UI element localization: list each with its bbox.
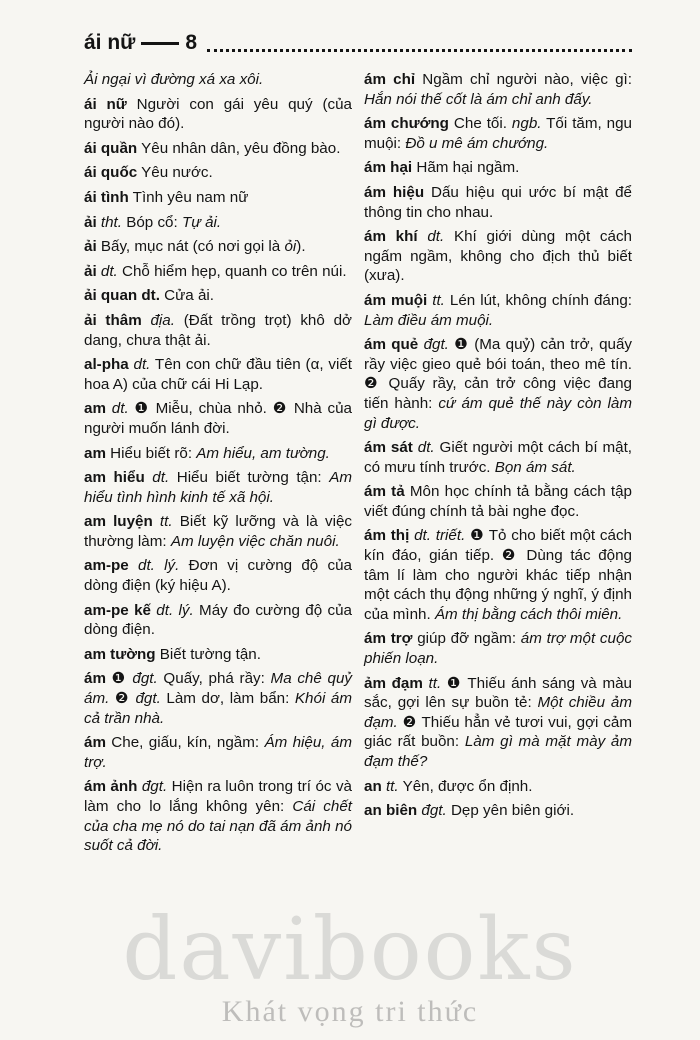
entry-definition-text: Chỗ hiểm hẹp, quanh co trên núi. (117, 262, 347, 280)
entry-example-text: ám trợ một cuộc phiến loạn. (364, 630, 632, 668)
entry-headword: ải quan dt. (84, 287, 160, 305)
entry-example-text: dt. (417, 228, 445, 246)
dictionary-entry (84, 311, 352, 350)
entry-headword: am (84, 400, 106, 418)
dictionary-entry (364, 482, 632, 521)
entry-example-text: tt. (152, 513, 173, 531)
entry-headword: ải (84, 213, 97, 231)
entry-definition-text: Làm dơ, làm bẩn: (160, 690, 295, 708)
entry-headword: ám (84, 734, 106, 752)
dictionary-entry (84, 601, 352, 640)
dictionary-entry (364, 70, 632, 109)
entry-definition-text: Đơn vị cường độ của dòng điện (ký hiệu A). (84, 557, 352, 595)
entry-definition-text: Hãm hại ngầm. (412, 159, 520, 177)
entry-definition-text: ❶ Miễu, chùa nhỏ. ❷ Nhà của người muốn lánh đời. (84, 400, 353, 437)
entry-example-text: đgt. (417, 802, 447, 820)
dictionary-entry (364, 629, 632, 668)
entry-definition-text: Lén lút, không chính đáng: (444, 291, 632, 309)
entry-example-text: Ải ngại vì đường xá xa xôi. (84, 71, 264, 88)
entry-headword: am (84, 444, 106, 462)
entry-example-text: Khói ám cả trần nhà. (84, 690, 352, 727)
entry-headword: ảm đạm (364, 674, 423, 692)
entry-example-text: dt. lý. (150, 601, 194, 619)
entry-example-text: Ám thị bằng cách thôi miên. (434, 605, 623, 623)
dictionary-entry (364, 438, 632, 477)
left-column (84, 70, 352, 861)
entry-example-text: dt. (105, 400, 129, 418)
entry-headword: ải thâm (84, 311, 142, 329)
dictionary-entry (84, 355, 352, 394)
entry-headword: an biên (364, 802, 418, 820)
entry-headword: ám thị (364, 527, 410, 545)
entry-headword: ám ảnh (84, 778, 138, 796)
dictionary-entry (84, 399, 352, 438)
entry-example-text: Ma chê quỷ ám. (84, 670, 352, 708)
entry-definition-text: ❷ Thiếu hẳn vẻ tươi vui, gợi cảm giác rất buồn: (364, 713, 632, 751)
entry-definition-text: Yêu nước. (137, 164, 213, 182)
entry-headword: am tường (84, 645, 156, 663)
entry-headword: ái tình (84, 188, 129, 206)
dictionary-entry (84, 95, 352, 134)
entry-headword: ám chỉ (364, 71, 416, 88)
dictionary-entry (84, 286, 352, 306)
entry-example-text: tht. (96, 213, 122, 231)
entry-definition-text: Tình yêu nam nữ (128, 188, 249, 206)
entry-definition-text: ❷ (109, 690, 136, 708)
dictionary-entry (84, 188, 352, 208)
dictionary-entry (364, 183, 632, 222)
entry-headword: am-pe kế (84, 601, 151, 619)
header-dash (141, 42, 179, 45)
entry-example-text: tt. (381, 777, 399, 795)
entry-headword: ải (84, 262, 97, 280)
entry-definition-text: Bóp cổ: (122, 213, 182, 231)
entry-example-text: đgt. (135, 690, 161, 708)
entry-definition-text: Khí giới dùng một cách ngấm ngầm, không cho địch thủ biết (xưa). (364, 228, 633, 285)
dictionary-entry (364, 777, 632, 797)
entry-definition-text: Ngầm chỉ người nào, việc gì: (415, 71, 632, 88)
entry-definition-text: ❶ (105, 670, 133, 688)
dictionary-entry (84, 444, 352, 464)
entry-headword: ám chướng (364, 115, 449, 133)
entry-headword: ám hại (364, 159, 413, 177)
entry-definition-text: Dấu hiệu qui ước bí mật để thông tin cho nhau. (364, 183, 632, 221)
dictionary-entry (84, 70, 352, 90)
entry-definition-text: ❶ (Ma quỷ) cản trở, quấy rầy việc gieo quẻ bói toán, theo mê tín. ❷ Quấy rầy, cản trở công việc đang tiến hành: (364, 336, 632, 412)
dictionary-entry (84, 468, 352, 507)
entry-headword: ám quẻ (364, 336, 419, 354)
entry-example-text: tt. (422, 674, 442, 692)
entry-definition-text: ❶ Thiếu ánh sáng và màu sắc, gợi lên sự buồn tẻ: (364, 674, 632, 712)
entry-example-text: dt. (128, 356, 151, 374)
entry-headword: ái nữ (84, 95, 127, 113)
entry-headword: ải (84, 238, 97, 256)
entry-definition-text: Dẹp yên biên giới. (446, 802, 575, 820)
entry-headword: al-pha (84, 356, 129, 374)
page-header (84, 28, 632, 58)
dictionary-entry (84, 645, 352, 665)
entry-example-text: Tự ải. (181, 213, 222, 231)
entry-definition-text: Biết tường tận. (155, 645, 261, 663)
entry-headword: am hiểu (84, 469, 145, 487)
entry-example-text: ngb. (511, 115, 542, 133)
entry-headword: ám khí (364, 228, 418, 246)
entry-example-text: đgt. (132, 670, 158, 688)
entry-example-text: Một chiều ảm đạm. (364, 694, 632, 731)
entry-example-text: dt. (144, 469, 170, 487)
entry-example-text: tt. (427, 291, 445, 309)
entry-definition-text: Bấy, mục nát (có nơi gọi là (96, 238, 285, 256)
entry-definition-text: Cửa ải. (159, 287, 214, 305)
entry-example-text: Ám hiệu, ám trợ. (84, 734, 352, 771)
entry-headword: ám tả (364, 483, 405, 501)
dictionary-entry (364, 227, 632, 286)
entry-example-text: Am hiểu tình hình kinh tế xã hội. (84, 469, 352, 506)
watermark-slogan: Khát vọng tri thức (221, 995, 479, 1028)
dictionary-entry (84, 237, 352, 257)
right-column (364, 70, 632, 826)
running-headword: ái nữ (84, 31, 136, 54)
dictionary-entry (84, 139, 352, 159)
entry-definition-text: Hiểu biết tường tận: (169, 469, 330, 487)
dictionary-entry (84, 556, 352, 595)
dictionary-entry (84, 163, 352, 183)
entry-example-text: Am hiểu, am tường. (196, 444, 330, 462)
entry-example-text: dt. lý. (128, 557, 180, 575)
entry-example-text: Am luyện việc chăn nuôi. (170, 532, 340, 550)
entry-definition-text: Tên con chữ đầu tiên (α, viết hoa A) của chữ cái Hi Lạp. (84, 356, 352, 393)
entry-example-text: dt. triết. (409, 527, 466, 545)
entry-example-text: đgt. (418, 336, 449, 354)
page-number: 8 (185, 31, 198, 54)
entry-definition-text: giúp đỡ ngầm: (412, 630, 521, 648)
entry-headword: ái quốc (84, 164, 138, 182)
dictionary-entry (364, 526, 632, 624)
entry-definition-text: Quấy, phá rầy: (157, 670, 271, 688)
entry-definition-text: ). (296, 238, 306, 256)
entry-example-text: Bọn ám sát. (494, 458, 576, 476)
entry-headword: ám hiệu (364, 183, 425, 201)
dictionary-entry (364, 674, 632, 772)
entry-definition-text: Che, giấu, kín, ngầm: (105, 734, 265, 752)
dictionary-entry (84, 262, 352, 282)
entry-definition-text: Tối tăm, ngu muội: (364, 115, 633, 152)
entry-example-text: Làm gì mà mặt mày ảm đạm thế? (364, 733, 633, 770)
dictionary-entry (364, 291, 632, 330)
entry-definition-text: ❶ Tỏ cho biết một cách kín đáo, gián tiếp. ❷ Dùng tác động tâm lí làm cho người khác tiếp nhận một cách thụ động những ý nghĩ, ý định của mình. (364, 527, 632, 623)
watermark-brand: davibooks (122, 900, 578, 1000)
entry-headword: ám (84, 670, 106, 688)
dictionary-entry (364, 801, 632, 821)
entry-definition-text: Máy đo cường độ của dòng điện. (84, 601, 352, 639)
dictionary-entry (84, 669, 352, 728)
entry-example-text: Đồ u mê ám chướng. (405, 134, 549, 152)
entry-definition-text: Yên, được ổn định. (398, 777, 533, 795)
entry-example-text: cứ ám quẻ thế này còn làm gì được. (364, 394, 632, 432)
entry-example-text: Cái chết của cha mẹ nó do tai nạn đã ám ảnh nó suốt cả đời. (84, 798, 353, 855)
entry-headword: ám muội (364, 291, 428, 309)
header-dotted-leader (207, 35, 632, 52)
entry-definition-text: Hiểu biết rõ: (105, 444, 197, 462)
entry-example-text: Làm điều ám muội. (364, 311, 494, 329)
entry-headword: am-pe (84, 557, 129, 575)
entry-headword: am luyện (84, 513, 153, 531)
entry-definition-text: Môn học chính tả bằng cách tập viết đúng chính tả bài nghe đọc. (364, 483, 632, 520)
dictionary-entry (364, 114, 632, 153)
entry-definition-text: Người con gái yêu quý (của người nào đó). (84, 95, 352, 133)
entry-example-text: ỏi (284, 238, 297, 256)
entry-definition-text: Giết người một cách bí mật, có mưu tính trước. (364, 439, 633, 476)
entry-definition-text: (Đất trồng trọt) khô dở dang, chưa thật ải. (84, 311, 352, 349)
entry-headword: ám sát (364, 439, 413, 457)
dictionary-entry (364, 158, 632, 178)
dictionary-entry (84, 213, 352, 233)
entry-headword: an (364, 777, 382, 795)
entry-headword: ái quần (84, 139, 138, 157)
entry-headword: ám trợ (364, 630, 413, 648)
entry-definition-text: Hiện ra luôn trong trí óc và làm cho lo lắng không yên: (84, 778, 353, 815)
entry-definition-text: Yêu nhân dân, yêu đồng bào. (137, 139, 341, 157)
entry-example-text: Hắn nói thế cốt là ám chỉ anh đấy. (364, 90, 593, 108)
entry-example-text: dt. (96, 262, 118, 280)
entry-definition-text: Biết kỹ lưỡng và là việc thường làm: (84, 513, 352, 550)
dictionary-entry (84, 733, 352, 772)
entry-example-text: địa. (141, 311, 175, 329)
dictionary-entry (84, 512, 352, 551)
entry-definition-text: Che tối. (448, 115, 512, 133)
dictionary-entry (364, 335, 632, 433)
dictionary-entry (84, 777, 352, 855)
entry-example-text: đgt. (137, 778, 168, 796)
entry-example-text: dt. (412, 439, 435, 457)
